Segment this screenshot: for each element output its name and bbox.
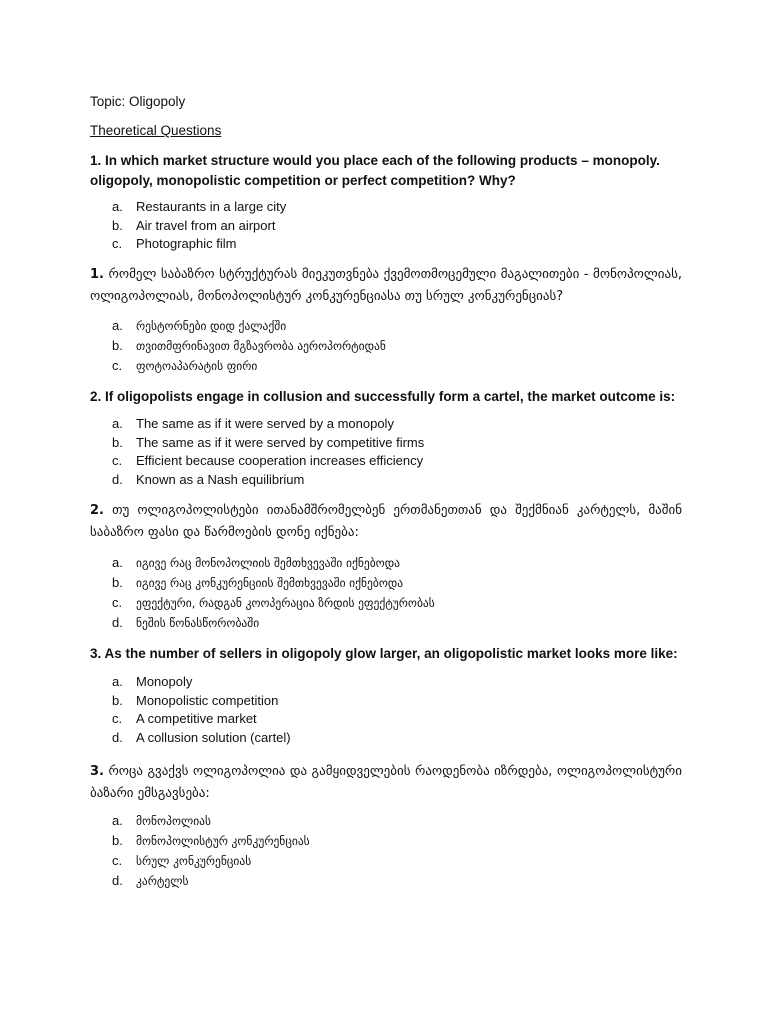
option-letter: c. <box>112 358 123 373</box>
option-letter: a. <box>112 555 123 570</box>
question-3-ka-options <box>112 811 310 891</box>
question-3-en: 3. As the number of sellers in oligopoly glow larger, an oligopolistic market looks more like: <box>90 646 678 661</box>
question-1-en-options <box>112 198 286 254</box>
option-item <box>112 198 286 217</box>
option-item <box>112 452 424 471</box>
question-2-en-options <box>112 415 424 490</box>
option-letter: c. <box>112 595 123 610</box>
option-item <box>112 553 435 573</box>
option-item <box>112 710 291 729</box>
option-text: Photographic film <box>136 236 237 252</box>
option-item <box>112 871 310 891</box>
option-text: ფოტოაპარატის ფირი <box>136 359 258 373</box>
option-text: Known as a Nash equilibrium <box>136 472 305 488</box>
option-item <box>112 692 291 711</box>
option-item <box>112 673 291 692</box>
option-text: Efficient because cooperation increases efficiency <box>136 453 424 469</box>
option-item <box>112 851 310 871</box>
option-text: იგივე რაც კონკურენციის შემთხვევაში იქნებოდა <box>136 576 404 590</box>
option-letter: d. <box>112 615 123 630</box>
option-item <box>112 811 310 831</box>
option-letter: a. <box>112 813 123 828</box>
option-text: რესტორნები დიდ ქალაქში <box>136 319 287 333</box>
option-letter: b. <box>112 833 123 848</box>
question-3-en-options <box>112 673 291 748</box>
option-item <box>112 434 424 453</box>
question-2-en: 2. If oligopolists engage in collusion and successfully form a cartel, the market outcome is: <box>90 389 676 404</box>
option-item <box>112 613 435 633</box>
option-letter: c. <box>112 236 123 252</box>
option-item <box>112 471 424 490</box>
option-text: ნეშის წონასწორობაში <box>136 616 260 630</box>
question-text: როცა გვაქვს ოლიგოპოლია და გამყიდველების რაოდენობა იზრდება, ოლიგოპოლისტური ბაზარი ემსგავსება: <box>90 764 682 801</box>
option-letter: d. <box>112 873 123 888</box>
question-2-ka-options <box>112 553 435 633</box>
option-item <box>112 831 310 851</box>
option-item <box>112 573 435 593</box>
option-letter: d. <box>112 730 123 746</box>
question-text: თუ ოლიგოპოლისტები ითანამშრომელბენ ერთმანეთთან და შექმნიან კარტელს, მაშინ საბაზრო ფასი და წარმოების დონე იქნება: <box>90 503 682 540</box>
option-item <box>112 415 424 434</box>
option-letter: a. <box>112 318 123 333</box>
option-letter: a. <box>112 416 123 431</box>
option-text: Restaurants in a large city <box>136 199 287 214</box>
option-item <box>112 593 435 613</box>
option-text: Monopoly <box>136 674 193 689</box>
option-item <box>112 356 386 376</box>
option-letter: b. <box>112 338 123 353</box>
option-letter: b. <box>112 575 123 590</box>
option-item <box>112 217 286 236</box>
option-text: A collusion solution (cartel) <box>136 730 291 746</box>
option-text: მონოპოლისტურ კონკურენციას <box>136 834 310 848</box>
option-letter: c. <box>112 853 123 868</box>
option-letter: b. <box>112 692 123 708</box>
question-number: 2. <box>90 503 104 518</box>
option-letter: a. <box>112 674 123 689</box>
option-text: The same as if it were served by a monopoly <box>136 416 394 431</box>
question-2-ka <box>90 500 682 544</box>
option-text: ეფექტური, რადგან კოოპერაცია ზრდის ეფექტურობას <box>136 596 435 610</box>
option-text: The same as if it were served by competitive firms <box>136 434 425 450</box>
question-number: 3. <box>90 764 104 779</box>
option-text: Air travel from an airport <box>136 217 276 233</box>
option-text: კარტელს <box>136 874 189 888</box>
option-letter: d. <box>112 472 123 488</box>
option-item <box>112 729 291 748</box>
option-letter: b. <box>112 434 123 450</box>
option-letter: b. <box>112 217 123 233</box>
question-text: რომელ საბაზრო სტრუქტურას მიეკუთვნება ქვემოთმოცემული მაგალითები - მონოპოლიას, ოლიგოპოლიას, მონოპოლისტურ კონკურენციასა თუ სრულ კონკურენციას? <box>90 267 682 304</box>
option-text: თვითმფრინავით მგზავრობა აეროპორტიდან <box>136 339 386 353</box>
option-item <box>112 235 286 254</box>
option-letter: a. <box>112 199 123 214</box>
topic-heading: Topic: Oligopoly <box>90 94 186 109</box>
question-3-ka <box>90 761 682 805</box>
option-item <box>112 336 386 356</box>
option-letter: c. <box>112 711 123 727</box>
question-1-ka-options <box>112 316 386 376</box>
option-letter: c. <box>112 453 123 469</box>
option-text: მონოპოლიას <box>136 814 212 828</box>
question-number: 1. <box>90 267 104 282</box>
option-text: Monopolistic competition <box>136 692 279 708</box>
option-item <box>112 316 386 336</box>
section-title: Theoretical Questions <box>90 123 222 138</box>
option-text: იგივე რაც მონოპოლიის შემთხვევაში იქნებოდა <box>136 556 400 570</box>
question-1-en: 1. In which market structure would you place each of the following products – monopoly. oligopoly, monopolistic competition or perfect competition? Why? <box>90 153 660 188</box>
option-text: სრულ კონკურენციას <box>136 854 252 868</box>
option-text: A competitive market <box>136 711 257 727</box>
question-1-ka <box>90 264 682 308</box>
